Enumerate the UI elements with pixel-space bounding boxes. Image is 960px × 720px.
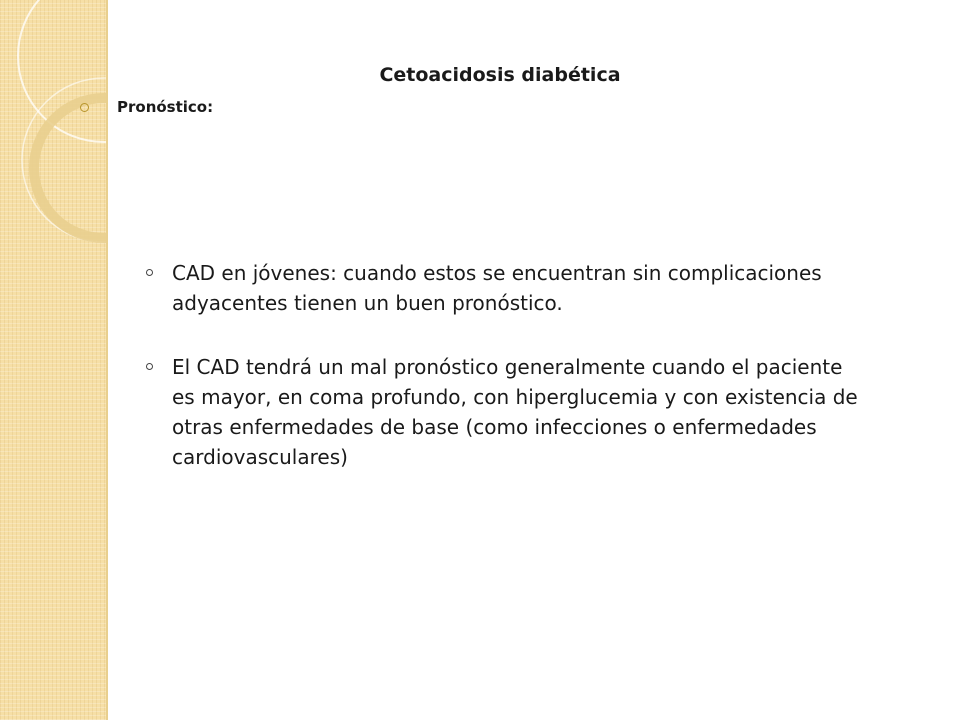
bullet-list: [140, 258, 860, 506]
ring-bullet-icon: [80, 103, 89, 112]
list-item: [140, 352, 860, 472]
list-item-text: CAD en jóvenes: cuando estos se encuentran sin complicaciones adyacentes tienen un buen pronóstico.: [172, 261, 822, 315]
subheading-row: [80, 98, 213, 116]
slide-title: Cetoacidosis diabética: [379, 64, 621, 86]
subheading-label: Pronóstico:: [117, 98, 214, 116]
circle-bullet-icon: [146, 363, 153, 370]
list-item: [140, 258, 860, 318]
circle-bullet-icon: [146, 269, 153, 276]
list-item-text: El CAD tendrá un mal pronóstico generalmente cuando el paciente es mayor, en coma profundo, con hiperglucemia y con existencia de otras enfermedades de base (como infecciones o enfermedades cardiovasculares): [172, 355, 858, 469]
decorative-circles: [0, 0, 106, 260]
